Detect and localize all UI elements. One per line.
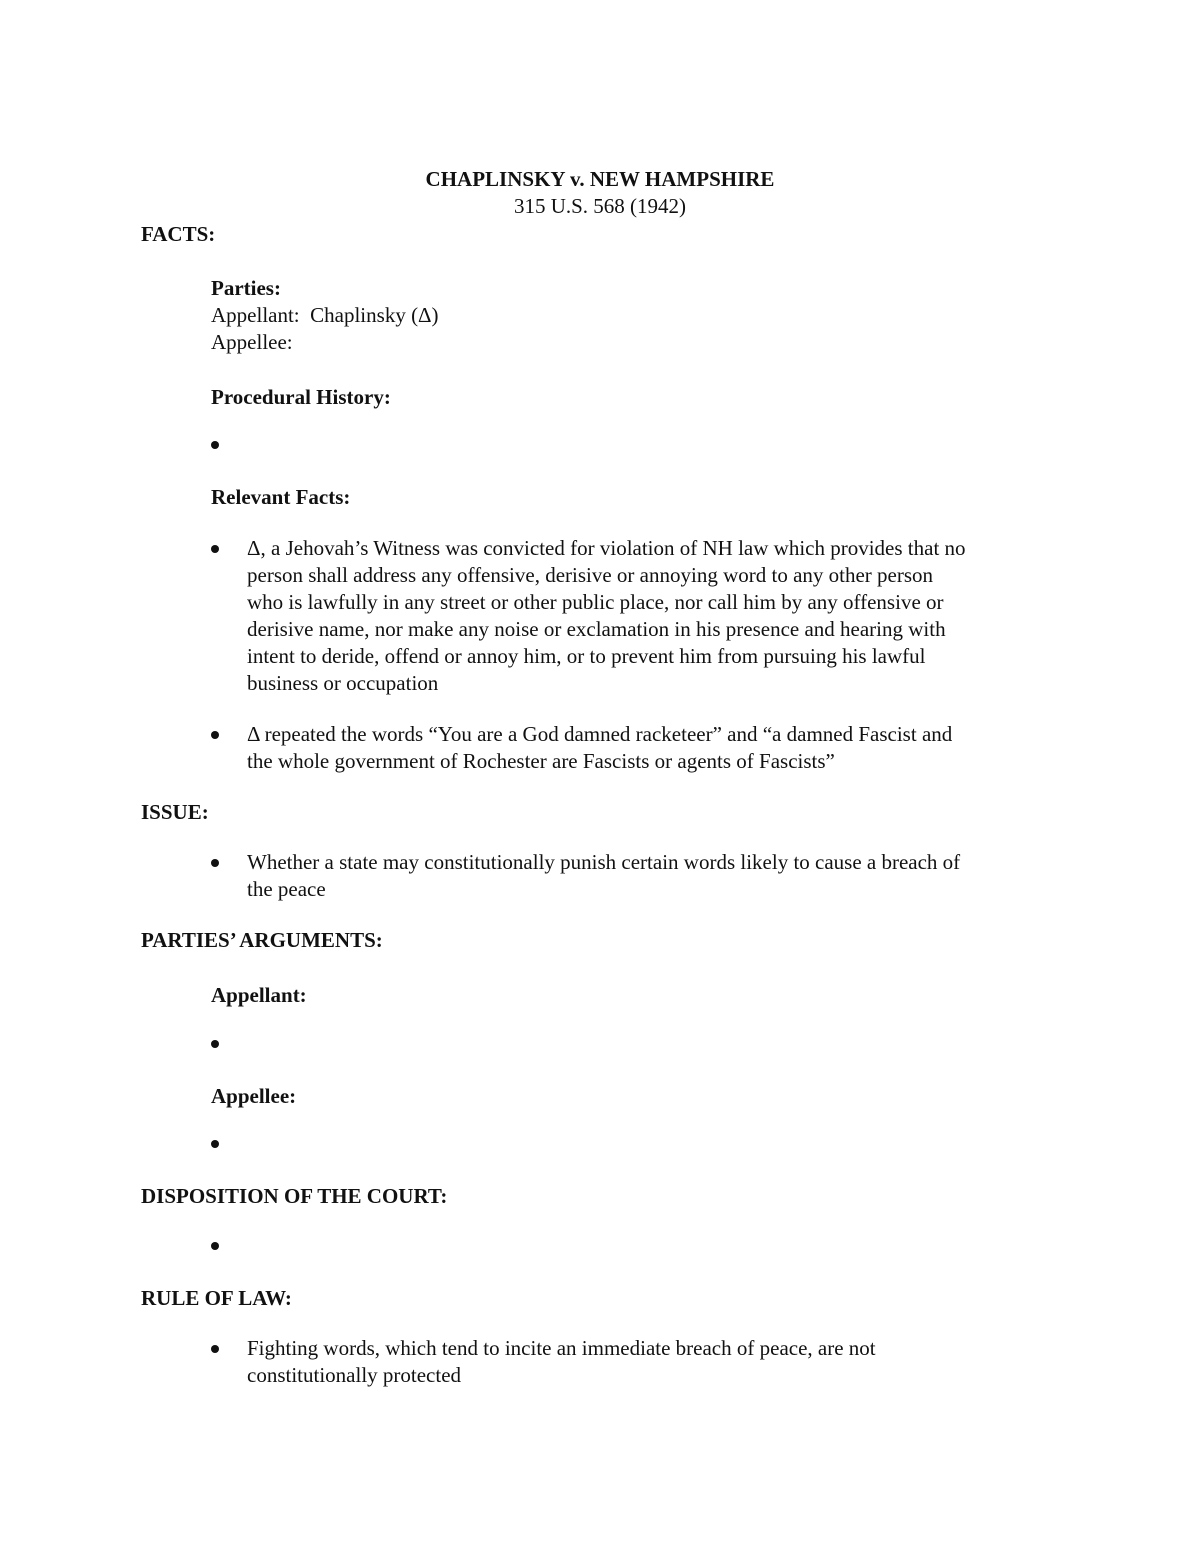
- appellee-argument-bullet: [211, 1130, 1061, 1157]
- bullet-icon: [211, 1140, 219, 1148]
- appellee-line: Appellee:: [211, 330, 293, 354]
- bullet-icon: [211, 1345, 219, 1353]
- case-citation: 315 U.S. 568 (1942): [513, 194, 687, 218]
- parties-heading: Parties:: [211, 276, 281, 300]
- bullet-icon: [211, 441, 219, 449]
- procedural-history-bullet: [211, 431, 1061, 458]
- relevant-fact-text: Δ repeated the words “You are a God damned racketeer” and “a damned Fascist and the whole government of Rochester are Fascists or agents of Fascists”: [247, 722, 953, 773]
- relevant-facts-heading: Relevant Facts:: [211, 485, 351, 509]
- issue-heading: ISSUE:: [141, 800, 209, 824]
- appellant-line: Appellant: Chaplinsky (Δ): [211, 303, 439, 327]
- relevant-fact-text: Δ, a Jehovah’s Witness was convicted for violation of NH law which provides that no person shall address any offensive, derisive or annoying word to any other person who is lawfully in any street or other public place, nor call him by any offensive or derisive name, nor make any noise or exclamation in his presence and hearing with intent to deride, offend or annoy him, or to prevent him from pursuing his lawful business or occupation: [247, 536, 966, 695]
- appellant-argument-bullet: [211, 1030, 1061, 1057]
- bullet-icon: [211, 859, 219, 867]
- case-title: CHAPLINSKY v. NEW HAMPSHIRE: [425, 167, 775, 191]
- procedural-history-heading: Procedural History:: [211, 385, 391, 409]
- bullet-icon: [211, 545, 219, 553]
- relevant-fact-item: [211, 535, 1061, 697]
- disposition-heading: DISPOSITION OF THE COURT:: [141, 1184, 448, 1208]
- rule-of-law-item: [211, 1335, 1061, 1389]
- issue-text: Whether a state may constitutionally punish certain words likely to cause a breach of the peace: [247, 850, 961, 901]
- issue-item: [211, 849, 1061, 903]
- rule-of-law-heading: RULE OF LAW:: [141, 1286, 292, 1310]
- bullet-icon: [211, 731, 219, 739]
- disposition-bullet: [211, 1232, 1061, 1259]
- appellant-arguments-heading: Appellant:: [211, 983, 307, 1007]
- bullet-icon: [211, 1242, 219, 1250]
- arguments-heading: PARTIES’ ARGUMENTS:: [141, 928, 383, 952]
- bullet-icon: [211, 1040, 219, 1048]
- facts-heading: FACTS:: [141, 222, 216, 246]
- rule-of-law-text: Fighting words, which tend to incite an immediate breach of peace, are not constitutionally protected: [247, 1336, 876, 1387]
- relevant-fact-item: [211, 721, 1061, 775]
- appellee-arguments-heading: Appellee:: [211, 1084, 297, 1108]
